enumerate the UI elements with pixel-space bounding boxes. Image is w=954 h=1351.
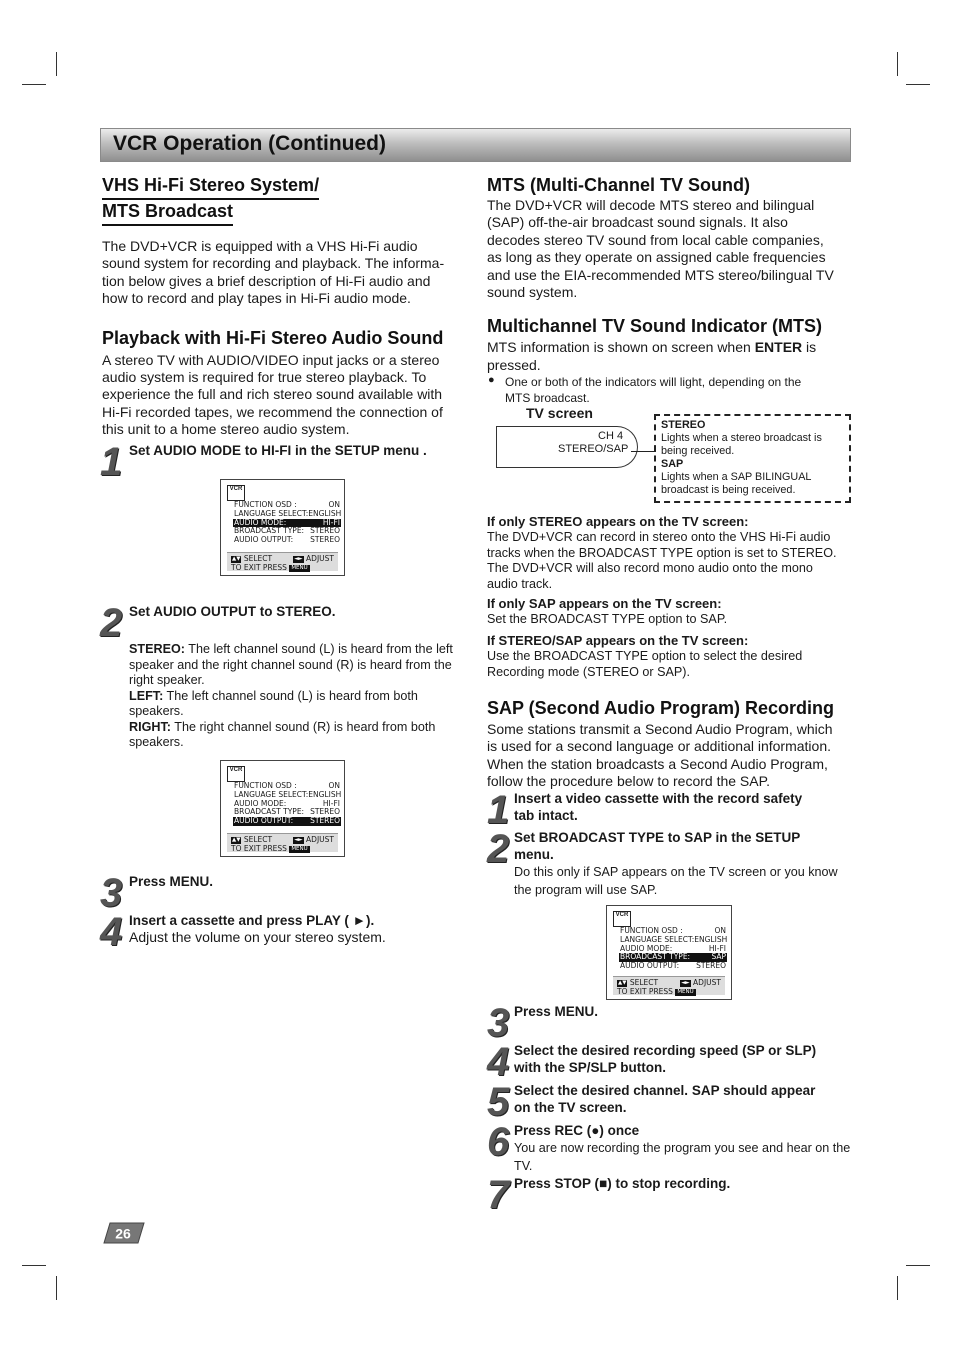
tv-screen-edge [496, 426, 497, 468]
page-title: VCR Operation (Continued) [113, 132, 386, 155]
crop-mark [22, 84, 46, 85]
indicator-bullet: ● One or both of the indicators will light, depending on the MTS broadcast. [488, 374, 802, 405]
mts-heading: MTS (Multi-Channel TV Sound) [487, 175, 750, 195]
sap-step-6: Press REC (●) once You are now recording the program you see and hear on the TV. [514, 1123, 851, 1173]
step-number: 3 [100, 871, 121, 915]
vhs-heading: VHS Hi-Fi Stereo System/ MTS Broadcast [102, 174, 464, 226]
osd-row: LANGUAGE SELECT:ENGLISH [234, 789, 342, 799]
sap-step-5: Select the desired channel. SAP should appear on the TV screen. [514, 1083, 816, 1115]
step-number: 1 [100, 440, 121, 484]
step-number: 1 [487, 788, 508, 832]
vcr-logo-icon: VCR [227, 766, 245, 782]
osd-row: LANGUAGE SELECT:ENGLISH [234, 508, 342, 518]
sap-step-7: Press STOP (■) to stop recording. [514, 1176, 731, 1191]
setup-menu-osd [606, 905, 732, 1000]
osd-row: BROADCAST TYPE: STEREO [234, 807, 340, 817]
menu-badge: MENU [677, 989, 694, 995]
left-right-icon: ◄► [681, 980, 690, 986]
playback-paragraph: A stereo TV with AUDIO/VIDEO input jacks or a stereo audio system is required for true stereo playback. To experience the full and rich stereo sound available with Hi-Fi recorded tapes, we recommend the connection of this unit to a home stereo audio system. [102, 351, 443, 438]
left-column [102, 174, 464, 439]
setup-menu-osd [220, 760, 345, 857]
sap-section [487, 697, 853, 791]
sap-step-4: Select the desired recording speed (SP or SLP) with the SP/SLP button. [514, 1043, 817, 1075]
step-number: 3 [487, 1001, 508, 1045]
tv-channel: CH 4 [598, 430, 624, 442]
osd-row: BROADCAST TYPE: STEREO [234, 526, 340, 536]
crop-mark [22, 1265, 46, 1266]
tv-screen-label: TV screen [526, 405, 593, 421]
right-column [487, 174, 853, 406]
step-1-text: Set AUDIO MODE to HI-FI in the SETUP menu . [129, 443, 427, 458]
up-down-icon: ▲▼ [232, 556, 241, 562]
tv-screen-cases: If only STEREO appears on the TV screen: The DVD+VCR can record in stereo onto the VHS Hi-Fi audio tracks when the BROADCAST TYPE option is set to STEREO. The DVD+VCR will also record mono audio onto the mono audio track. If only SAP appears on the TV screen: Set the BROADCAST TYPE option to SAP. If STEREO/SAP appears on the TV screen: Use the BROADCAST TYPE option to select the desired Recording mode (STEREO or SAP). [487, 514, 837, 679]
menu-badge: MENU [291, 565, 308, 571]
osd-row-selected: AUDIO MODE: HI-FI [234, 517, 340, 527]
sap-step-3: Press MENU. [514, 1004, 599, 1019]
osd-row: AUDIO MODE: HI-FI [620, 943, 726, 953]
setup-menu-osd [220, 479, 345, 576]
left-right-icon: ◄► [294, 837, 303, 843]
step-number: 6 [487, 1120, 508, 1164]
page-number: 26 [115, 1225, 131, 1242]
up-down-icon: ▲▼ [618, 980, 627, 986]
menu-badge: MENU [291, 846, 308, 852]
vcr-logo-icon: VCR [613, 911, 631, 927]
vcr-logo-icon: VCR [227, 485, 245, 501]
step-number: 4 [487, 1040, 508, 1084]
vhs-paragraph: The DVD+VCR is equipped with a VHS Hi-Fi audio sound system for recording and playback. The informa- tion below gives a brief description of Hi-Fi audio and how to record and play tapes in Hi-Fi audio mode. [102, 238, 445, 307]
indicator-callout: STEREO Lights when a stereo broadcast is being received. SAP Lights when a SAP BILINGUAL broadcast is being received. [654, 414, 851, 503]
callout-line [631, 451, 656, 452]
step-number: 7 [487, 1173, 508, 1217]
osd-row: AUDIO OUTPUT: STEREO [234, 535, 340, 545]
osd-row: AUDIO OUTPUT: STEREO [620, 961, 726, 971]
osd-row: FUNCTION OSD : ON [234, 500, 340, 509]
indicator-paragraph: MTS information is shown on screen when ENTER is pressed. [487, 339, 817, 373]
osd-row-selected: AUDIO OUTPUT: STEREO [234, 816, 340, 826]
up-down-icon: ▲▼ [232, 837, 241, 843]
osd-row: AUDIO MODE: HI-FI [234, 798, 340, 808]
step-number: 2 [100, 601, 121, 645]
indicator-heading: Multichannel TV Sound Indicator (MTS) [487, 316, 822, 337]
osd-row: FUNCTION OSD : ON [234, 781, 340, 790]
crop-mark [897, 1276, 898, 1300]
sap-heading: SAP (Second Audio Program) Recording [487, 698, 835, 718]
sap-step-1: Insert a video cassette with the record safety tab intact. [514, 791, 803, 823]
audio-output-descriptions: STEREO: The left channel sound (L) is heard from the left speaker and the right channel sound (R) is heard from the right speaker. LEFT: The left channel sound (L) is heard from both speakers. RIGHT: The right channel sound (R) is heard from both speakers. [129, 642, 453, 749]
page-number-badge [102, 1222, 146, 1244]
crop-mark [906, 1265, 930, 1266]
sap-step-2: Set BROADCAST TYPE to SAP in the SETUP menu. Do this only if SAP appears on the TV screen or you know the program will use SAP. [514, 830, 838, 897]
step-number: 2 [487, 827, 508, 871]
osd-row: FUNCTION OSD : ON [620, 926, 726, 935]
crop-mark [56, 52, 57, 76]
crop-mark [56, 1276, 57, 1300]
sap-paragraph: Some stations transmit a Second Audio Program, which is used for a second language or additional information. When the station broadcasts a Second Audio Program, follow the procedure below to record the SAP. [487, 721, 833, 790]
tv-stereo-sap: STEREO/SAP [558, 443, 629, 455]
section-banner [100, 128, 851, 162]
step-2-text: Set AUDIO OUTPUT to STEREO. [129, 604, 336, 619]
crop-mark [906, 84, 930, 85]
step-number: 4 [100, 910, 121, 954]
osd-footer: ▲▼ SELECT ◄► ADJUST TO EXIT PRESS MENU [227, 552, 338, 571]
osd-row-selected: BROADCAST TYPE: SAP [620, 952, 726, 962]
step-3-text: Press MENU. [129, 874, 214, 889]
osd-footer: ▲▼ SELECT ◄► ADJUST TO EXIT PRESS MENU [613, 976, 725, 995]
left-right-icon: ◄► [294, 556, 303, 562]
osd-row: LANGUAGE SELECT:ENGLISH [620, 934, 728, 944]
mts-paragraph: The DVD+VCR will decode MTS stereo and bilingual (SAP) off-the-air broadcast sound signals. It also decodes stereo TV sound from local cable companies, as long as they operate on assigned cable frequencies and use the EIA-recommended MTS stereo/bilingual TV sound system. [487, 197, 834, 301]
crop-mark [897, 52, 898, 76]
step-number: 5 [487, 1080, 508, 1124]
playback-heading: Playback with Hi-Fi Stereo Audio Sound [102, 327, 444, 348]
osd-footer: ▲▼ SELECT ◄► ADJUST TO EXIT PRESS MENU [227, 833, 338, 852]
step-4-text: Insert a cassette and press PLAY ( ►). Adjust the volume on your stereo system. [129, 913, 386, 946]
